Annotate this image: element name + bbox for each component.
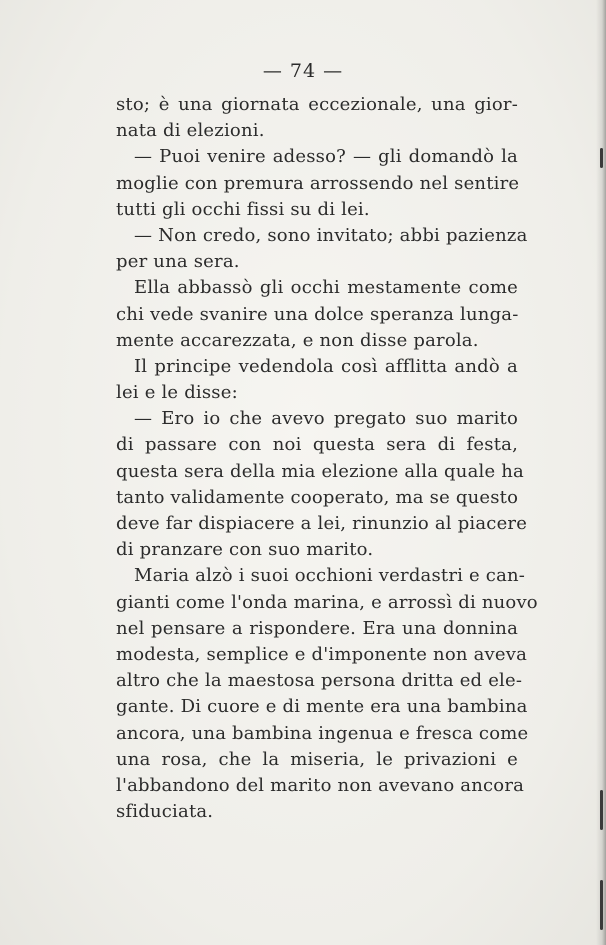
text-line: lei e le disse:	[116, 382, 238, 404]
text-line: ancora, una bambina ingenua e fresca come	[116, 722, 529, 744]
text-line: l'abbandono del marito non avevano ancora	[116, 774, 525, 796]
text-line: deve far dispiacere a lei, rinunzio al piacere	[116, 513, 528, 534]
text-line: una rosa, che la miseria, le privazioni e	[116, 748, 518, 770]
text-line: moglie con premura arrossendo nel sentire	[116, 172, 520, 194]
text-line: tanto validamente cooperato, ma se questo	[116, 486, 519, 508]
text-line: di pranzare con suo marito.	[116, 539, 374, 561]
text-line: Maria alzò i suoi occhioni verdastri e can-	[134, 565, 526, 587]
text-line: di passare con noi questa sera di festa,	[116, 434, 518, 456]
text-line: Il principe vedendola così afflitta andò a	[134, 355, 518, 377]
text-line: tutti gli occhi fissi su di lei.	[116, 198, 370, 220]
edge-mark	[600, 790, 603, 830]
edge-mark	[600, 880, 603, 930]
text-line: sto; è una giornata eccezionale, una gior-	[116, 94, 518, 115]
text-line: mente accarezzata, e non disse parola.	[116, 329, 479, 351]
text-line: nel pensare a rispondere. Era una donnina	[116, 617, 518, 639]
text-line: — Ero io che avevo pregato suo marito	[134, 408, 518, 430]
body-text	[116, 92, 538, 825]
text-line: gianti come l'onda marina, e arrossì di nuovo	[116, 591, 538, 613]
text-line: nata di elezioni.	[116, 120, 265, 142]
text-line: modesta, semplice e d'imponente non aveva	[116, 643, 528, 665]
text-line: Ella abbassò gli occhi mestamente come	[134, 277, 518, 299]
edge-mark	[600, 148, 603, 168]
text-line: per una sera.	[116, 251, 240, 273]
text-line: gante. Di cuore e di mente era una bambina	[116, 696, 528, 718]
text-line: sfiduciata.	[116, 801, 214, 823]
text-line: — Puoi venire adesso? — gli domandò la	[134, 146, 518, 168]
text-line: questa sera della mia elezione alla quale ha	[116, 460, 524, 482]
page-number: — 74 —	[262, 60, 344, 82]
text-line: altro che la maestosa persona dritta ed ele-	[116, 670, 523, 692]
text-line: — Non credo, sono invitato; abbi pazienza	[134, 224, 528, 246]
text-line: chi vede svanire una dolce speranza lunga-	[116, 303, 519, 325]
